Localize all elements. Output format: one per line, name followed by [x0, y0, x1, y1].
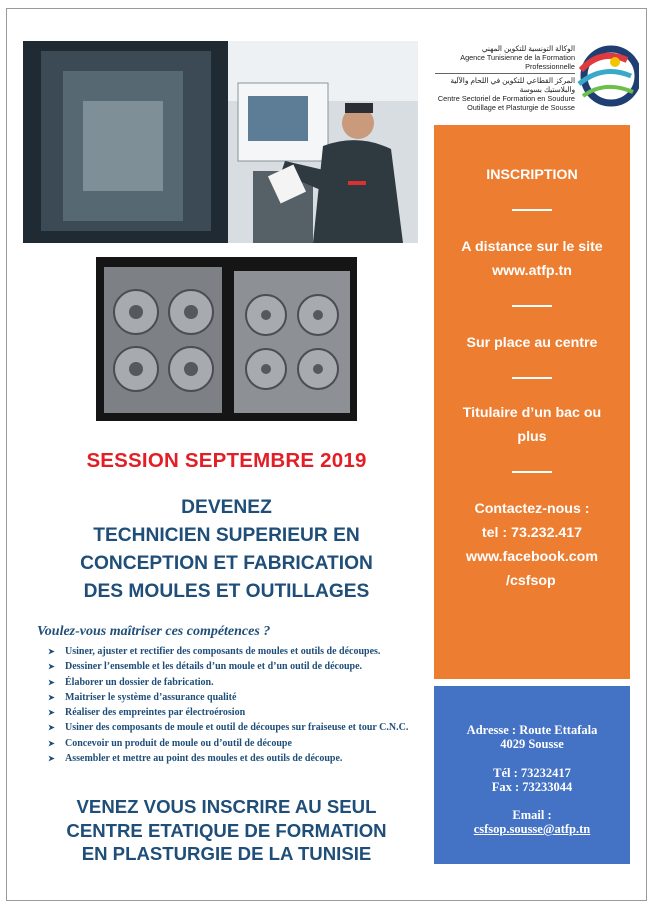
skill-item: ➤ Dessiner l’ensemble et les détails d’un moule et d’un outil de découpe. [48, 661, 363, 673]
atfp-logo [425, 40, 639, 120]
address-fax: Fax : 73233044 [491, 780, 573, 794]
call-to-action [24, 795, 429, 866]
skills-question: Voulez-vous maîtriser ces compétences ? [37, 624, 271, 639]
headline-line-4: DES MOULES ET OUTILLAGES [83, 581, 370, 602]
inscription-panel [434, 125, 630, 679]
contact-title: Contactez-nous : [474, 501, 590, 517]
logo-divider [435, 73, 575, 74]
contact-tel: tel : 73.232.417 [481, 525, 583, 541]
address-street: Adresse : Route Ettafala [466, 723, 598, 737]
skill-item: ➤ Concevoir un produit de moule ou d’outil de découpe [48, 737, 292, 749]
skill-item: ➤ Usiner, ajuster et rectifier des composants de moules et outils de découpes. [48, 646, 381, 657]
logo-french-agency: Agence Tunisienne de la Formation Professionnelle [460, 53, 575, 71]
skill-item: ➤ Usiner des composants de moule et outil de découpes sur fraiseuse et tour C.N.C. [48, 722, 409, 734]
contact-facebook: www.facebook.com [466, 549, 598, 565]
contact-facebook-path: /csfsop [506, 573, 556, 589]
headline [24, 494, 429, 606]
arrow-bullet-icon: ➤ [48, 662, 55, 672]
cta-line-2: CENTRE ETATIQUE DE FORMATION [66, 819, 387, 841]
inscription-title: INSCRIPTION [486, 167, 578, 183]
headline-line-2: TECHNICIEN SUPERIEUR EN [93, 525, 360, 546]
cta-line-1: VENEZ VOUS INSCRIRE AU SEUL [76, 796, 377, 817]
arrow-bullet-icon: ➤ [48, 738, 55, 748]
divider [512, 305, 552, 307]
skill-item: ➤ Maitriser le système d’assurance qualité [48, 691, 237, 703]
logo-french-centre: Centre Sectoriel de Formation en Soudure Outillage et Plasturgie de Sousse [437, 94, 575, 112]
inscription-online: A distance sur le site www.atfp.tn [461, 239, 603, 279]
arrow-bullet-icon: ➤ [48, 692, 55, 702]
session-title: SESSION SEPTEMBRE 2019 [86, 449, 367, 472]
skills-list [48, 645, 430, 767]
operator-machine-photo [23, 41, 418, 243]
arrow-bullet-icon: ➤ [48, 723, 55, 733]
address-email-label: Email : [512, 808, 552, 822]
arrow-bullet-icon: ➤ [48, 647, 55, 656]
divider [512, 209, 552, 211]
divider [512, 377, 552, 379]
logo-text [425, 44, 575, 112]
address-tel: Tél : 73232417 [493, 766, 571, 780]
skill-item: ➤ Élaborer un dossier de fabrication. [48, 676, 214, 688]
mold-tooling-photo [96, 257, 357, 421]
cta-line-3: EN PLASTURGIE DE LA TUNISIE [81, 843, 372, 864]
logo-arabic-centre: المركز القطاعي للتكوين في اللحام والآلية والبلاستيك بسوسة [450, 76, 575, 94]
address-city: 4029 Sousse [500, 737, 564, 751]
arrow-bullet-icon: ➤ [48, 677, 55, 687]
arrow-bullet-icon: ➤ [48, 754, 55, 764]
address-panel [434, 686, 630, 864]
address-email: csfsop.sousse@atfp.tn [473, 822, 591, 836]
atfp-emblem-icon [575, 40, 639, 116]
arrow-bullet-icon: ➤ [48, 708, 55, 718]
logo-arabic-agency: الوكالة التونسية للتكوين المهني [481, 44, 575, 53]
inscription-onsite: Sur place au centre [466, 335, 598, 351]
skill-item: ➤ Réaliser des empreintes par électroérosion [48, 707, 246, 719]
skill-item: ➤ Assembler et mettre au point des moules et des outils de découpe. [48, 753, 343, 765]
inscription-requirement: Titulaire d’un bac ou plus [462, 405, 602, 445]
headline-line-3: CONCEPTION ET FABRICATION [80, 553, 373, 574]
divider [512, 471, 552, 473]
headline-line-1: DEVENEZ [181, 497, 272, 518]
